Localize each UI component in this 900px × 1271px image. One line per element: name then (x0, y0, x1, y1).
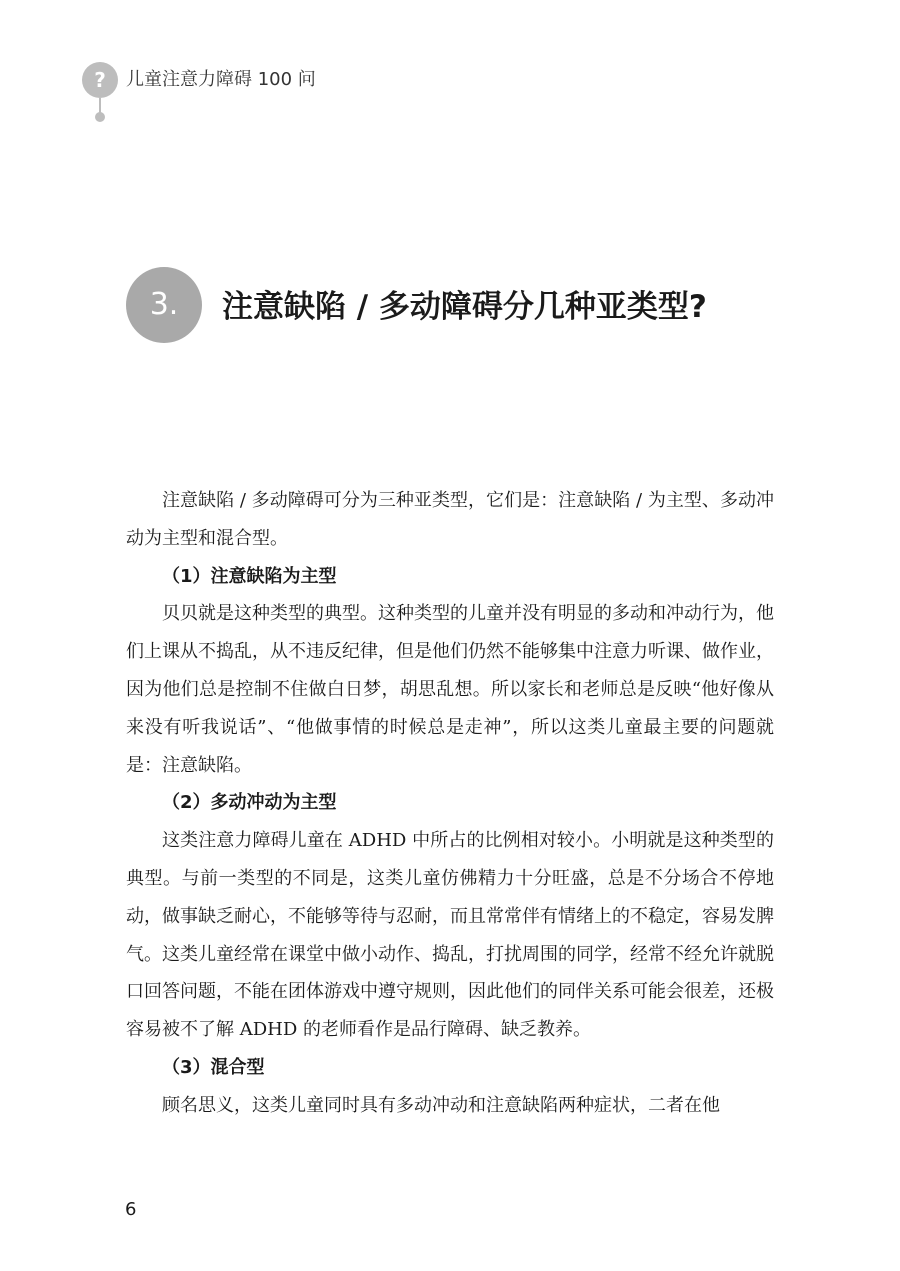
page-number: 6 (125, 1199, 137, 1220)
section-heading-3: （3）混合型 (162, 1056, 265, 1078)
intro-paragraph: 注意缺陷 / 多动障碍可分为三种亚类型，它们是：注意缺陷 / 为主型、多动冲动为主型和混合型。 (126, 490, 774, 549)
chapter-title: 注意缺陷 / 多动障碍分几种亚类型? (222, 289, 707, 325)
section-paragraph-1: 贝贝就是这种类型的典型。这种类型的儿童并没有明显的多动和冲动行为，他们上课从不捣乱，从不违反纪律，但是他们仍然不能够集中注意力听课、做作业，因为他们总是控制不住做白日梦，胡思乱想。所以家长和老师总是反映“他好像从来没有听我说话”、“他做事情的时候总是走神”，所以这类儿童最主要的问题就是：注意缺陷。 (126, 603, 774, 776)
article-body (126, 482, 774, 1125)
section-heading-2: （2）多动冲动为主型 (162, 792, 337, 814)
book-title: 儿童注意力障碍 100 问 (126, 69, 316, 90)
section-paragraph-2: 这类注意力障碍儿童在 ADHD 中所占的比例相对较小。小明就是这种类型的典型。与前一类型的不同是，这类儿童仿佛精力十分旺盛，总是不分场合不停地动，做事缺乏耐心，不能够等待与忍耐，而且常常伴有情绪上的不稳定，容易发脾气。这类儿童经常在课堂中做小动作、捣乱，打扰周围的同学，经常不经允许就脱口回答问题，不能在团体游戏中遵守规则，因此他们的同伴关系可能会很差，还极容易被不了解 ADHD 的老师看作是品行障碍、缺乏教养。 (126, 830, 774, 1041)
badge-dot (95, 112, 105, 122)
chapter-number-badge: 3. (126, 267, 202, 343)
section-paragraph-3: 顾名思义，这类儿童同时具有多动冲动和注意缺陷两种症状，二者在他 (162, 1094, 720, 1116)
question-mark-icon: ? (82, 62, 118, 98)
section-heading-1: （1）注意缺陷为主型 (162, 565, 337, 587)
